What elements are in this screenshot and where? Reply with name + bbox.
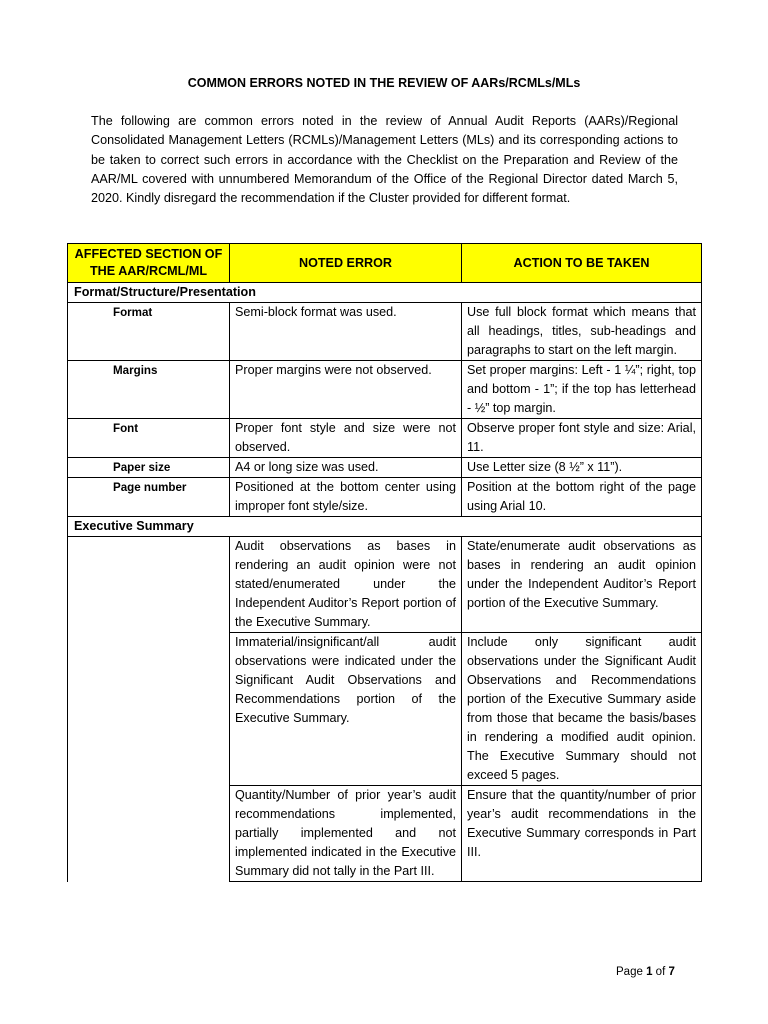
row-action: State/enumerate audit observations as bases in rendering an audit opinion under the Independent Auditor’s Report portion of the Executive Summary.: [462, 537, 702, 633]
row-error: Positioned at the bottom center using improper font style/size.: [230, 478, 462, 517]
page-number: [616, 966, 675, 978]
page-total: 7: [668, 966, 675, 978]
row-error: Semi-block format was used.: [230, 303, 462, 361]
section-row-executive-summary: [68, 517, 702, 537]
table-row: [68, 303, 702, 361]
page-of: of: [655, 966, 666, 978]
table-row: [68, 419, 702, 458]
header-noted-error: NOTED ERROR: [230, 244, 462, 283]
row-action: Use Letter size (8 ½” x 11”).: [462, 458, 702, 478]
document-title: COMMON ERRORS NOTED IN THE REVIEW OF AARs/RCMLs/MLs: [187, 76, 581, 90]
row-action: Use full block format which means that all headings, titles, sub-headings and paragraphs to start on the left margin.: [462, 303, 702, 361]
section-title: Format/Structure/Presentation: [68, 283, 702, 303]
row-error: Immaterial/insignificant/all audit observations were indicated under the Significant Audit Observations and Recommendations portion of the Executive Summary.: [230, 633, 462, 786]
row-item: Paper size: [68, 458, 230, 478]
row-item-empty: [68, 537, 230, 882]
row-error: Quantity/Number of prior year’s audit recommendations implemented, partially implemented and not implemented indicated in the Executive Summary did not tally in the Part III.: [230, 786, 462, 882]
table-row: [68, 458, 702, 478]
row-error: Audit observations as bases in rendering an audit opinion were not stated/enumerated under the Independent Auditor’s Report portion of the Executive Summary.: [230, 537, 462, 633]
row-action: Set proper margins: Left - 1 ¼”; right, top and bottom - 1”; if the top has letterhead - ½” top margin.: [462, 361, 702, 419]
row-error: Proper font style and size were not observed.: [230, 419, 462, 458]
row-item: Margins: [68, 361, 230, 419]
errors-table: [67, 243, 702, 882]
row-error: A4 or long size was used.: [230, 458, 462, 478]
section-row-format: [68, 283, 702, 303]
row-item: Page number: [68, 478, 230, 517]
page-label: Page: [616, 966, 643, 978]
row-error: Proper margins were not observed.: [230, 361, 462, 419]
row-item: Font: [68, 419, 230, 458]
table-row: [68, 537, 702, 633]
intro-paragraph: The following are common errors noted in the review of Annual Audit Reports (AARs)/Regional Consolidated Management Letters (RCMLs)/Management Letters (MLs) and its corresponding actions to be taken to correct such errors in accordance with the Checklist on the Preparation and Review of the AAR/ML covered with unnumbered Memorandum of the Office of the Regional Director dated March 5, 2020. Kindly disregard the recommendation if the Cluster provided for different format.: [91, 114, 678, 206]
row-action: Position at the bottom right of the page using Arial 10.: [462, 478, 702, 517]
table-row: [68, 361, 702, 419]
header-action: ACTION TO BE TAKEN: [462, 244, 702, 283]
row-action: Include only significant audit observations under the Significant Audit Observations and Recommendations portion of the Executive Summary aside from those that became the basis/bases in rendering a modified audit opinion. The Executive Summary should not exceed 5 pages.: [462, 633, 702, 786]
page-current: 1: [646, 966, 653, 978]
row-action: Observe proper font style and size: Arial, 11.: [462, 419, 702, 458]
table-header-row: [68, 244, 702, 283]
row-action: Ensure that the quantity/number of prior year’s audit recommendations in the Executive Summary corresponds in Part III.: [462, 786, 702, 882]
section-title: Executive Summary: [68, 517, 702, 537]
table-row: [68, 478, 702, 517]
header-affected-section: AFFECTED SECTION OF THE AAR/RCML/ML: [68, 244, 230, 283]
row-item: Format: [68, 303, 230, 361]
